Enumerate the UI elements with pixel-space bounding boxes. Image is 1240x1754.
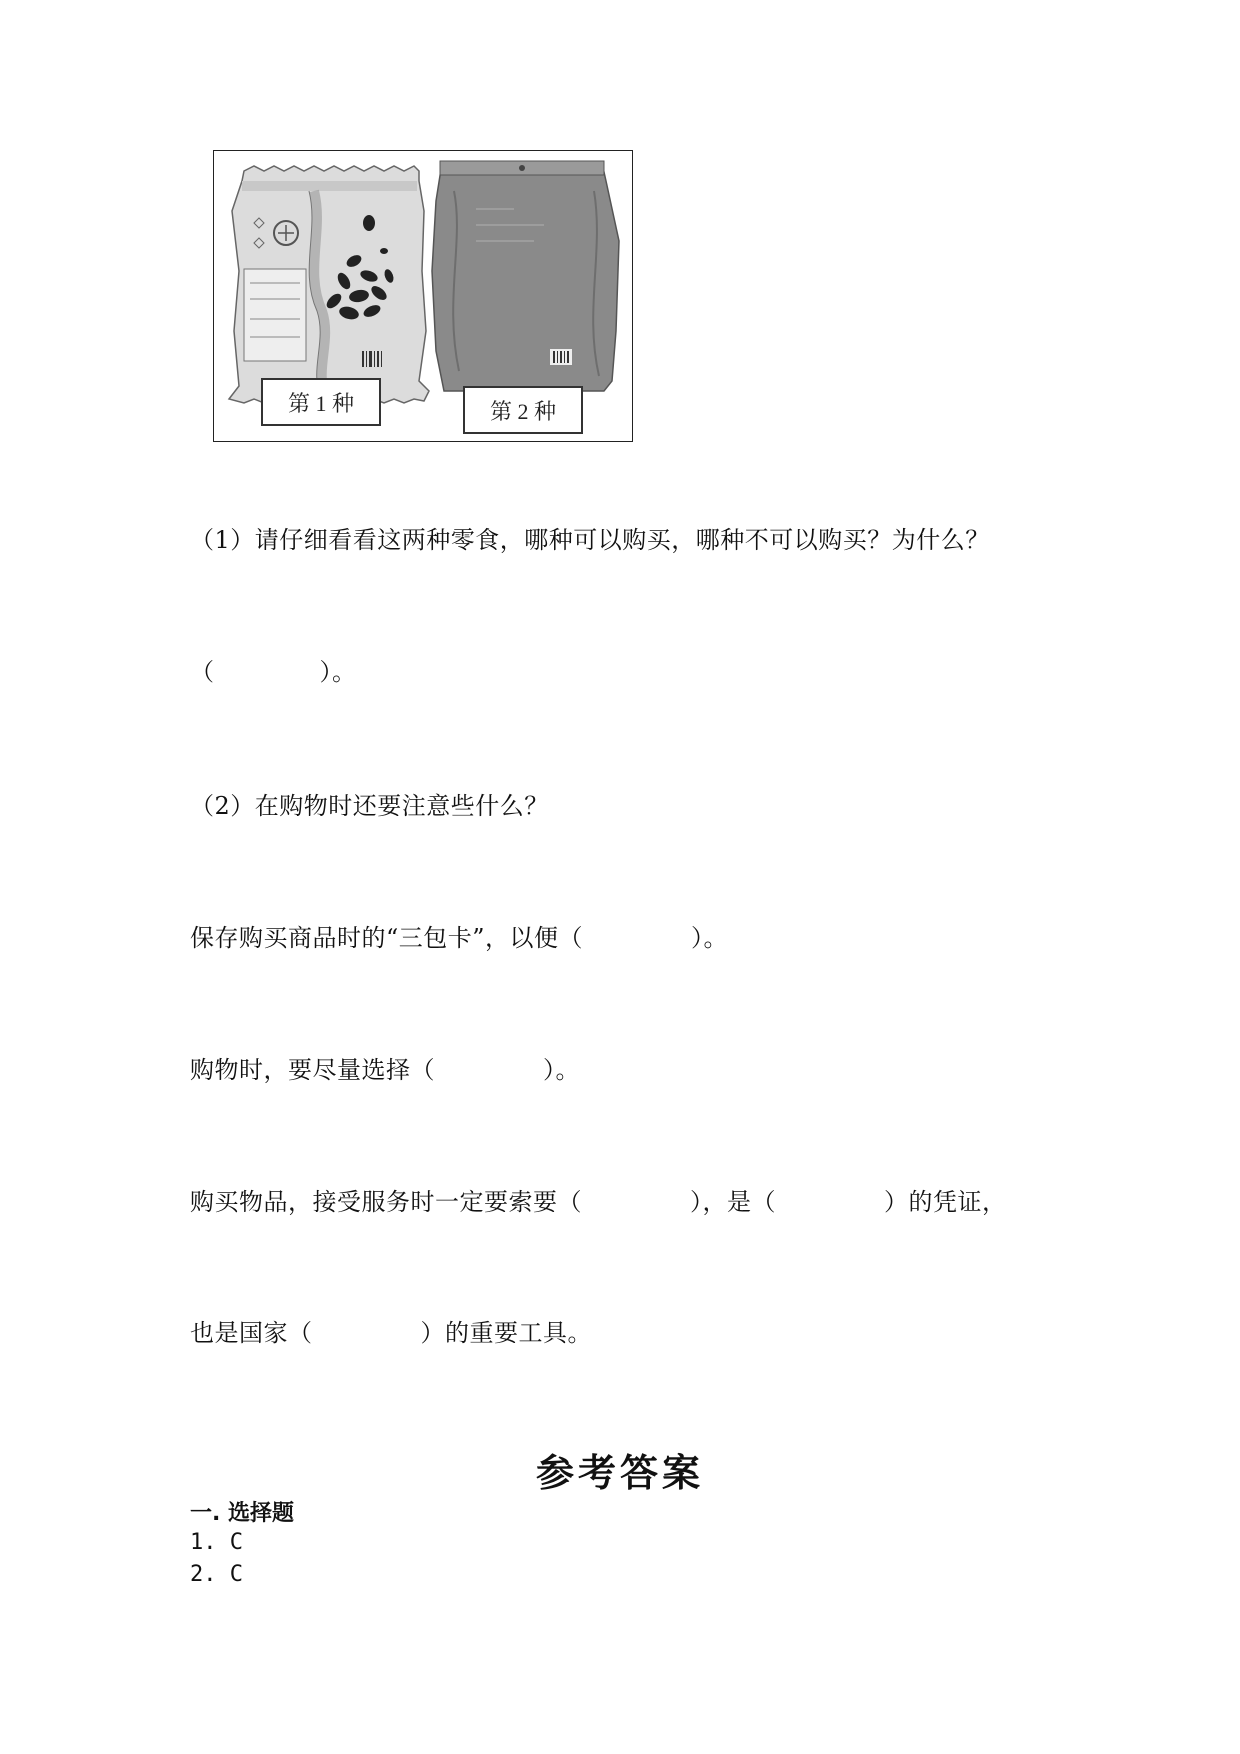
fill-line-b-before: 购物时，要尽量选择（ [190,1056,435,1084]
answer-section-heading: 一. 选择题 [190,1501,295,1526]
fill-line-a-before: 保存购买商品时的“三包卡”，以便（ [190,924,584,952]
snack-packages-illustration [214,151,632,441]
package-1-label: 第 1 种 [287,391,355,416]
snack-packages-figure [213,150,633,442]
fill-line-a-after: ）。 [691,924,729,952]
blank-close: ）。 [319,658,357,686]
fill-line-b [190,1050,580,1085]
fill-line-c-part2: ），是（ [690,1188,776,1216]
fill-line-d [190,1313,592,1348]
fill-line-a [190,918,728,953]
answer-item-1: 1. C [190,1530,243,1555]
fill-line-d-before: 也是国家（ [190,1319,313,1347]
package-2-image [432,161,619,391]
answer-key-title: 参考答案 [535,1450,704,1495]
fill-line-b-after: ）。 [543,1056,580,1084]
package-1-image [229,166,429,403]
package-2-label: 第 2 种 [489,399,557,424]
answer-item-2: 2. C [190,1562,243,1587]
fill-line-c-part1: 购买物品，接受服务时一定要索要（ [190,1188,582,1216]
fill-line-c-part3: ）的凭证， [884,1188,1007,1216]
fill-line-d-after: ）的重要工具。 [420,1319,592,1347]
question-1-prompt: （1）请仔细看看这两种零食，哪种可以购买，哪种不可以购买？为什么？ [190,526,990,554]
blank-open: （ [190,658,215,686]
question-1-answer-line [190,652,357,687]
fill-line-c [190,1182,1007,1217]
question-2-prompt: （2）在购物时还要注意些什么？ [190,792,549,820]
